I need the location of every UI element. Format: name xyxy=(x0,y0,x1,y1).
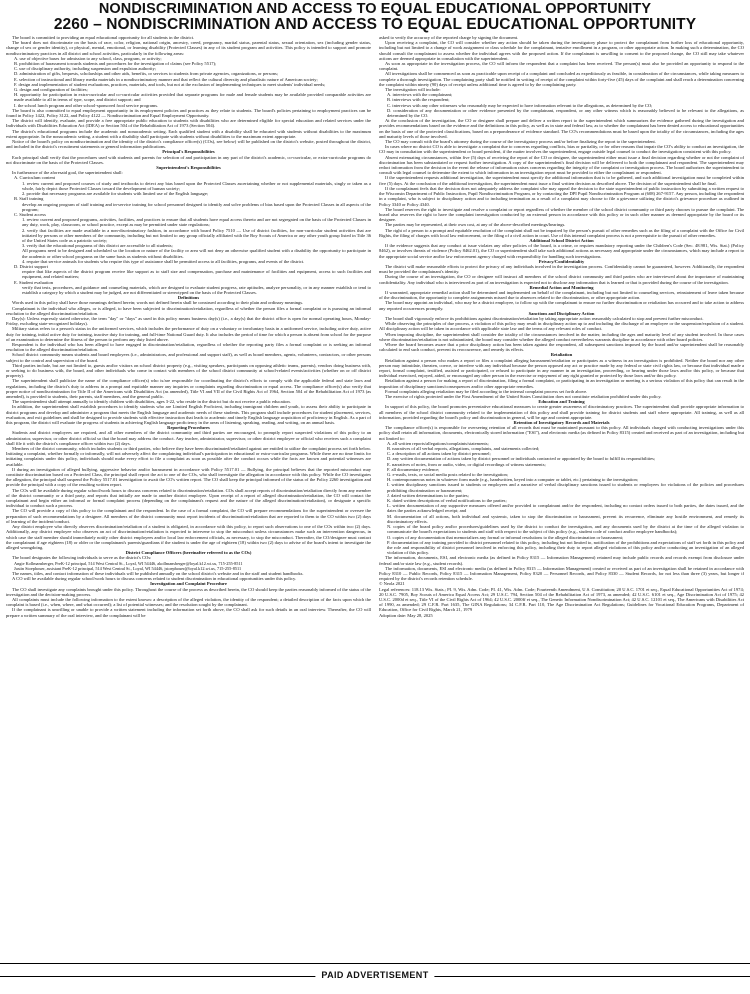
paragraph: asked to verify the accuracy of the reported charge by signing the document. xyxy=(379,35,519,40)
list-item: O. copies of any documentation that memorializes any formal or informal resolutions to the alleged discrimination or harassment; xyxy=(387,534,624,540)
list-item: I. written disciplinary sanctions issued to students or employees and a narrative of verbal disciplinary sanctions issued to students or employees for violations of the policies and procedures prohibiting discrimination or harassment; xyxy=(387,482,744,493)
paragraph: Students and district employees are required, and all other members of the district community and third parties are encouraged, to promptly report suspected violations of this policy to an administrator, supervisor, or other district official so that the board may address the conduct. Any teacher, administrator, supervisor, or other district employee or official who receives such a complaint shall file it with the district's compliance officer within two (2) days. xyxy=(6,430,371,446)
section-heading: Investigation and Complaint Procedure xyxy=(150,581,227,587)
paragraph: When imposing discipline, the superintendent shall consider the totality of the circumstances involved in the matter, including the ages and maturity level of any student involved. In those cases where discrimination/retaliation is not substantiated, the board may consider whether the alleged conduct nevertheless warrants discipline in accordance with other board policies. xyxy=(379,331,744,342)
section-heading: Retention of Investigatory Records and Materials xyxy=(513,420,610,426)
list-item: G. design and configuration of facilities; xyxy=(14,87,88,93)
paragraph: In furtherance of the aforesaid goal, the superintendent shall: xyxy=(12,170,123,176)
list-item: Justin Stoephouer, assistant PreK-12 principal, 514 West Central St., Loyal, WI 54446, jstoephouer@loyal.k12.wi.us, 715-255-8511 xyxy=(14,565,242,571)
paragraph: The district's educational programs include the academic and nonacademic setting. Each qualified student with a disability shall be educated with students without disabilities to the maximum extent appropriate. In the nonacademic setting, a student with a disability shall participate with students without disabilities to the maximum extent appropriate. xyxy=(6,128,371,139)
list-item: P. documentation of any training provided to district personnel related to this policy, including but not limited to, notification of the prohibitions and expectations of staff set forth in this policy and the role and responsibility of district personnel involved in enforcing this policy, including their duty to report alleged violations of this policy and/or conducting an investigation of an alleged violation of this policy. xyxy=(387,539,744,556)
list-item: C. a description of all actions taken by district personnel; xyxy=(387,451,491,457)
list-item: H. opportunity for participation in extra-curricular and co-curricular activities provided that separate programs for male and female students may be available provided comparable activities are made available to all in terms of type, scope, and district support; and xyxy=(14,92,371,103)
paragraph: The superintendent shall publicize the name of the compliance officer(s) who is/are responsible for coordinating the district's efforts to comply with the applicable federal and state laws and regulations, including the district's duty to address in a prompt and equitable manner any inquiries or complaints regarding discrimination or equal access. The compliance officer(s) also verify that proper notice of nondiscrimination for Title II of the Americans with Disabilities Act (as amended), Title VI and VII of the Civil Rights Act of 1964, Section 504 of the Rehabilitation Act of 1973 (as amended), is provided to students, their parents, staff members, and the general public. xyxy=(6,378,371,400)
paragraph: Formal complaints alleging retaliation may be filed according to the internal complaint process set forth above. xyxy=(385,388,588,394)
list-item: verify that tests, procedures, and guidance and counseling materials, which are designed to evaluate student progress, rate aptitudes, analyze personality, or in any manner establish or tend to establish a category by which a student may be judged, are not differentiated or stereotyped on the basis of the Protected Classes. xyxy=(22,284,371,295)
list-item: G. e-mails, texts, or social media posts related to the investigation; xyxy=(387,472,509,478)
section-heading: Definitions xyxy=(177,295,200,301)
list-item: I. the school lunch program and other school-sponsored food service programs. xyxy=(14,102,159,108)
paragraph: The compliance officer(s) is responsible for overseeing retention of all records that must be maintained pursuant to this policy. All individuals charged with conducting investigations under this policy shall retain all information, documents, electronically stored information ("ESI"), and electronic media (as defined in Policy 8315) created and received as part of an investigation, including but not limited to: xyxy=(379,425,744,441)
list-item: D. administration of gifts, bequests, scholarships and other aids, benefits, or services to students from private agencies, organizations, or persons; xyxy=(14,71,279,77)
list-item: E. selection of instructional and library media materials in a nondiscriminatory manner and that reflect the cultural diversity and pluralistic nature of American society; xyxy=(14,76,318,82)
section-heading: Sanctions and Disciplinary Action xyxy=(528,310,595,316)
list-item: B. prohibition of harassment towards students and procedures for the investigation of claims (see Policy 5517); xyxy=(14,61,217,67)
list-item: 2. verify that facilities are made available in a non-discriminatory fashion, in accordance with board Policy 7510 — Use of district facilities, for non-curricular student activities that are initiated by persons or other members of the community, including but not limited to any group officially affiliated with the Boy Scouts of America or any other youth group listed in Title 36 of the United States code as a patriotic society; xyxy=(22,227,371,243)
list-item: A. all written reports/allegations/complaints/statements; xyxy=(387,440,489,446)
list-item: N. copies of the board policy and/or procedures/guidelines used by the district to conduct the investigation, and any documents used by the district at the time of the alleged violation to communicate the board's expectations to students and staff with respect to the subject of this policy (e.g., student code of conduct and/or employee handbooks); xyxy=(387,524,744,535)
list-item: F. all documentary evidence; xyxy=(387,466,440,472)
paragraph: The board shall vigorously enforce its prohibitions against discrimination/retaliation by taking appropriate action reasonably calculated to stop and prevent further misconduct. xyxy=(385,315,704,321)
list-item: All programs need to be designed and scheduled so the location or nature of the facility or area will not deny an otherwise qualified student with a disability the opportunity to participate in the academic or other school programs on the same basis as students without disabilities. xyxy=(22,248,371,259)
section-heading: Superintendent's Responsibilities xyxy=(156,165,221,171)
paragraph: The exercise of rights protected under the First Amendment of the United States Constitution does not constitute retaliation prohibited under this policy. xyxy=(385,394,662,400)
list-item: M. documentation of all actions, both individual and systemic, taken to stop the discrimination or harassment, prevent its recurrence, eliminate any hostile environment, and remedy its discriminatory effects. xyxy=(387,513,744,524)
paragraph: The CO will provide a copy of this policy to the complainant and the respondent. In the case of a formal complaint, the CO will prepare recommendations for the superintendent or oversee the preparation of such recommendations by a designee. All members of the district community must report incidents of discrimination/retaliation that are reported to them to the CO within two (2) days of learning of the incident/conduct. xyxy=(6,508,371,524)
paragraph: Adoption date: May 28, 2025 xyxy=(379,612,433,618)
paragraph: At the conclusion of the investigation, the CO or designee shall prepare and deliver a written report to the superintendent which summarizes the evidence gathered during the investigation and provides recommendations based on the evidence and the definitions in this policy, as well as in state and federal law, as to whether the complainant has been denied access to educational opportunities on the basis of one of the protected classifications, based on a preponderance of evidence standard. The CO's recommendations must be based upon the totality of the circumstances, including the ages and maturity levels of those involved. xyxy=(379,118,744,139)
list-item: 1. review current and proposed courses of study and textbooks to detect any bias based upon the Protected Classes ascertaining whether or not supplemental materials, singly or taken as a whole, fairly depict those Protected Classes toward the development of human society; xyxy=(22,180,371,191)
paragraph: The board is also committed to equal employment opportunity in its employment policies and practices as they relate to students. The board's policies pertaining to employment practices can be found in Policy 1422, Policy 3122, and Policy 4122 — Nondiscrimination and Equal Employment Opportunity. xyxy=(6,107,371,119)
section-heading: Principal's Responsibilities xyxy=(162,149,215,155)
paragraph: © Neola 2021 xyxy=(379,581,405,587)
paragraph: The information, documents, ESI and electronic media (as defined in Policy 8315 — Information Management) created or received as part of an investigation shall be retained in accordance with Policy 8310 — Public Records, Policy 8315 — Information Management, Policy 8320 — Personnel Records, and Policy 8330 — Student Records, for not less than three (3) years, but longer if required by the district's records retention schedule. xyxy=(379,565,744,582)
paragraph: The CO may consult with the board's attorney during the course of the investigatory process and/or before finalizing the report to the superintendent. xyxy=(385,139,656,145)
list-item: C. interviews with any other witnesses who reasonably may be expected to have information relevant to the allegations, as determined by the CO; xyxy=(387,102,653,108)
paragraph: Respondent is the individual who has been alleged to have engaged in discrimination/retaliation, regardless of whether the reporting party files a formal complaint or is seeking an informal resolution to the alleged discrimination/retaliation. xyxy=(6,341,371,353)
section-heading: Privacy/Confidentiality xyxy=(538,258,585,264)
paragraph: Military status refers to a person's status in the uniformed services, which includes the performance of duty on a voluntary or involuntary basis in a uniformed service, including active duty, active duty for training, initial active duty for training, inactive duty for training, and full-time National Guard duty. It also includes the period of time for which a person is absent from school for the purpose of an examination to determine the fitness of the person to perform any duty listed above. xyxy=(6,326,371,342)
paragraph: The district will identify, evaluate, and provide a free appropriate public education to students with disabilities who are determined eligible for special education and related services under the Individuals with Disabilities Education Act (IDEA) or Section 504 of the Rehabilitation Act of 1973 (Section 504). xyxy=(6,118,371,129)
paragraph: If the complainant is unwilling or unable to provide a written statement including the information set forth above, the CO shall ask for such details in an oral interview. Thereafter, the CO will prepare a written summary of the oral interview, and the complainant will be xyxy=(6,607,371,618)
section-heading: Retaliation xyxy=(550,352,573,358)
list-item: develop an ongoing program of staff training and in-service training for school personnel designed to identify and solve problems of bias based upon the Protected Classes in all aspects of the program; xyxy=(22,201,371,212)
title-line-2: 2260 – NONDISCRIMINATION AND ACCESS TO EQUAL EDUCATIONAL OPPORTUNITY xyxy=(53,16,697,33)
list-item: B. narratives of all verbal reports, allegations, complaints, and statements collected; xyxy=(387,446,540,452)
paragraph: If the evidence suggests that any conduct at issue violates any other policies of the board, is a crime, or requires mandatory reporting under the Children's Code (Sec. 48.981, Wis. Stat.) (Policy 8462), or involves threats of violence (Policy 8462.01), the CO or superintendent shall take such additional actions as necessary and appropriate under the circumstances, which may include a report to the appropriate social service and/or law enforcement agency charged with responsibility for handling such investigations. xyxy=(379,243,744,259)
list-item: L. written documentation of any supportive measures offered and/or provided to complainant and/or the respondent, including no contact orders issued to both parties, the dates issued, and the dates the parties acknowledged receipt; and xyxy=(387,503,744,514)
paragraph: The COs will be available during regular school/work hours to discuss concerns related to discrimination/retaliation. COs shall accept reports of discrimination/retaliation directly from any member of the district community or a third party, and reports that initially are made to another district employee. Upon receipt of a report of alleged discrimination/retaliation, the CO will contact the complainant and begin either an informal or formal complaint process (depending on the complainant's request and the nature of the alleged discrimination/retaliation), or designate a specific individual to conduct such a process. xyxy=(6,487,371,509)
section-heading: Remedial Action and Monitoring xyxy=(529,284,594,290)
right-column xyxy=(379,35,744,981)
list-item: H. contemporaneous notes in whatever form made (e.g., handwritten, keyed into a computer or tablet, etc.) pertaining to the investigation; xyxy=(387,477,639,483)
paragraph: The right of a person to a prompt and equitable resolution of the complaint shall not be impaired by the person's pursuit of other remedies such as the filing of a complaint with the Office for Civil Rights, the filing of charges with local law enforcement, or the filing of a civil action in court. Use of this internal complaint process is not a prerequisite to the pursuit of other remedies. xyxy=(379,227,744,238)
paragraph: Legal references: 118.13 Wis. Stats.; PI. 9, Wis. Adm. Code; PI. 41, Wis. Adm. Code; Fourteenth Amendment, U.S. Constitution; 20 U.S.C. 1701 et seq., Equal Educational Opportunities Act of 1974; 20 U.S.C. 7905, Boy Scouts of America Equal Access Act; 29 U.S.C. 794, Section 504 of the Rehabilitation Act of 1973, as amended; 42 U.S.C. 6101 et seq., Age Discrimination Act of 1975; 42 U.S.C. 2000d et seq., Title VI of the Civil Rights Act of 1964; 42 U.S.C. 2000ff et seq., The Genetic Information Nondiscrimination Act; 42 U.S.C. 12101 et seq., The Americans with Disabilities Act of 1990, as amended; 29 C.F.R. Part 1635, The GINA Regulations; 34 C.F.R. Part 110, The Age Discrimination Act Regulations; Guidelines for Vocational Education Programs, Department of Education, Office for Civil Rights, March 21, 1979 xyxy=(379,586,744,613)
paragraph: Retaliation against a person who makes a report or files a complaint alleging harassment/retaliation or participates as a witness in an investigation is prohibited. Neither the board nor any other person may intimidate, threaten, coerce, or interfere with any individual because the person opposed any act or practice made by any federal or state civil rights law, or because that individual made a report, formal complaint, testified, assisted or participated, or refused to participate in any manner in an investigation, proceeding, or hearing under those laws and/or this policy, or because that individual exercised, enjoyed, aided, or encouraged any other person in the exercise or enjoyment of any right granted or protected by those laws and/or this policy. xyxy=(379,357,744,379)
paragraph: Notice of the board's policy on nondiscrimination and the identity of the district's compliance officer(s) (COs), see below) will be published on the district's website, posted throughout the district, and included in the district's recruitment statements or general information publications. xyxy=(6,139,371,150)
list-item: C. Student access xyxy=(14,211,46,217)
list-item: D. District support xyxy=(14,263,48,269)
paragraph: If warranted, appropriate remedial action shall be determined and implemented on behalf of the complainant, including but not limited to counseling services, reinstatement of leave taken because of the discrimination, the opportunity to complete assignments missed due to absences related to the discrimination, or other appropriate action. xyxy=(379,289,744,301)
footer xyxy=(0,963,750,994)
list-item: Angie Kollmansberger, PreK-12 principal, 514 West Central St., Loyal, WI 54446, akollmansberger@loyal.k12.wi.us, 715-255-8511 xyxy=(14,560,243,566)
paragraph: Upon receiving a complaint, the CO will consider whether any action should be taken during the investigatory phase to protect the complainant from further loss of educational opportunity, including but not limited to a change of work assignment or class schedule for the complainant, tentative enrollment in a program, or other appropriate action. In making such a determination, the CO should consult the complainant to assess whether the individual agrees with the proposed action. If the complainant is unwilling to consent to the proposed change, the CO still may take whatever actions are deemed appropriate in consultation with the superintendent. xyxy=(379,40,744,61)
paragraph: Day(s): Unless expressly stated otherwise, the term "day" or "days" as used in this policy means business day(s) (i.e., a day(s) that the district office is open for normal operating hours, Monday-Friday, excluding state-recognized holidays). xyxy=(6,315,371,327)
list-item: A. interviews with the complainant; xyxy=(387,92,453,98)
paragraph: The board does not discriminate on the basis of race, color, religion, national origin, ancestry, creed, pregnancy, marital status, parental status, sexual orientation, sex (including gender status, change of sex or gender identity), or physical, mental, emotional, or learning disability (Protected Classes) in any of its student program and activities. This policy is intended to support and promote nondiscriminatory practices in all district and school activities, particularly in the following areas: xyxy=(6,40,371,56)
paragraph: Words used in this policy shall have those meanings defined herein; words not defined herein shall be construed according to their plain and ordinary meanings. xyxy=(12,300,304,306)
title-line-1: NONDISCRIMINATION AND ACCESS TO EQUAL EDUCATIONAL OPPORTUNITY xyxy=(98,1,652,17)
body-columns xyxy=(6,35,744,981)
paragraph: The CO shall investigate any complaints brought under this policy. Throughout the course of the process as described herein, the CO should keep the parties reasonably informed of the status of the investigation and the decision-making process. xyxy=(6,586,371,597)
section-heading: District Compliance Officers (hereinafter referred to as the COs) xyxy=(125,550,252,556)
paragraph: In addition, the superintendent shall establish procedures to identify students who are Limited English Proficient, including immigrant children and youth, to assess their ability to participate in district programs and develop and administer a program that meets the English language and academic needs of these students. This program shall include procedures for student placement, services, evaluation, and exit guidelines and shall be designed to provide students with effective instruction that leads to academic and timely English language acquisition of proficiency in English. As a part of this program, the district will evaluate the progress of students in achieving English language proficiency in the areas of listening, speaking, reading, and writing, on an annual basis. xyxy=(6,404,371,426)
paragraph: In support of this policy, the board promotes preventative educational measures to create greater awareness of discriminatory practices. The superintendent shall provide appropriate information to all members of the school district community related to the implementation of this policy and shall provide training for district students and staff where appropriate. All training, as well as all information, provided regarding the board's policy and discrimination in general, will be age and content appropriate. xyxy=(379,404,744,420)
paragraph: The board designates the following individuals to serve as the district's COs: xyxy=(12,555,152,561)
list-item: D. consideration of any documentation or other evidence presented by the complainant, respondent, or any other witness which is reasonably believed to be relevant to the allegations, as determined by the CO. xyxy=(387,107,744,119)
paragraph: The district will make reasonable efforts to protect the privacy of any individuals involved in the investigation process. Confidentiality cannot be guaranteed, however. Additionally, the respondent must be provided the complainant's identity. xyxy=(379,263,744,275)
list-item: F. design and implementation of student evaluations, practices, materials, and tools, but not at the exclusion of implementing techniques to meet students' individual needs; xyxy=(14,81,326,87)
list-item: require that like aspects of the district program receive like support as to staff size and compensation, purchase and maintenance of facilities and equipment, access to such facilities and equipment, and related matters; xyxy=(22,269,371,280)
left-column xyxy=(6,35,371,981)
paragraph: Any district employee who directly observes discrimination/retaliation of a student is obligated, in accordance with this policy, to report such observations to one of the COs within two (2) days. Additionally, any district employee who observes an act of discrimination/retaliation is expected to intervene to stop the misconduct unless circumstances make such an intervention dangerous, in which case the staff member should immediately notify other district employees and/or local law enforcement officials, as necessary, to stop the misconduct. Thereafter, the CO/designee must contact the complainant if age eighteen (18) or older or the complainant's parents/guardians if the student is under the age of eighteen (18) within two (2) days to advise of the board's intent to investigate the alleged wrongdoing. xyxy=(6,524,371,550)
paragraph: Where the board becomes aware that a prior disciplinary action has been taken against the respondent, all subsequent sanctions imposed by the board and/or superintendent shall be reasonably calculated to end such conduct, prevent its reoccurrence, and remedy its effects. xyxy=(379,341,744,353)
paragraph: The board reserves the right to investigate and resolve a complaint or report regardless of whether the member of the school district community or third party chooses to pursue the complaint. The board also reserves the right to have the complaint investigation conducted by an external person in accordance with this policy or in such other manner as deemed appropriate by the board or its designee. xyxy=(379,206,744,223)
paragraph: A CO will be available during regular school/work hours to discuss concerns related to student discrimination in educational opportunities under this policy. xyxy=(12,576,297,582)
paragraph: If during an investigation of alleged bullying, aggressive behavior and/or harassment in accordance with Policy 5517.01 — Bullying, the principal believes that the reported misconduct may constitute discrimination based on a Protected Class, the principal shall report the act to one of the COs, who shall investigate the allegation in accordance with this policy. While the CO investigates the allegation, the principal shall suspend the Policy 5517.01 investigation to await the CO's written report. The CO shall keep the principal informed of the status of the Policy 2260 investigation and provide the principal with a copy of the resulting written report. xyxy=(6,466,371,488)
list-item: J. dated written determinations to the parties; xyxy=(387,492,469,498)
paragraph: Third parties include, but are not limited to, guests and/or visitors on school district property (e.g., visiting speakers, participants on opposing athletic teams, parents), vendors doing business with, or seeking to do business with, the board, and other individuals who come in contact with members of the school district community at school-related events/activities (whether on or off district property). xyxy=(6,362,371,379)
paragraph: Members of the district community, which includes students or third parties, who believe they have been discriminated/retaliated against are entitled to utilize the complaint process set forth below. Initiating a complaint, whether formally or informally, will not adversely affect the complaining individual's participation in educational or extra-curricular programs. While there are no time limits for initiating complaints under this policy, individuals should make every effort to file a complaint as soon as possible after the conduct occurs while the facts are known and potential witnesses are available. xyxy=(6,446,371,467)
list-item: 1. review current and proposed programs, activities, facilities, and practices to ensure that all students have equal access thereto and are not segregated on the basis of the Protected Classes in any duty, work, play, classroom, or school practice, except as may be permitted under state regulations; xyxy=(22,217,371,228)
paragraph: All complaints must include the following information to the extent known: a description of the alleged violation, the identity of the respondent; a detailed description of the facts upon which the complaint is based (i.e., when, where, and what occurred); a list of potential witnesses; and the resolution sought by the complainant. xyxy=(6,596,371,608)
paragraph: The investigation will include: xyxy=(385,87,441,93)
paragraph: Absent extenuating circumstances, within five (5) days of receiving the report of the CO or designee, the superintendent either must issue a final decision regarding whether or not the complaint of discrimination has been substantiated or request further investigation. A copy of the superintendent's final decision will be delivered to both the complainant and respondent. The superintendent may redact information from the decision in the event the release of information raises concerns regarding the integrity of the complaint or investigation process. The board authorizes the superintendent to consult with legal counsel to determine the extent to which information in an investigation report must be provided to either the complainant or respondent. xyxy=(379,154,744,176)
paragraph: The parties may be represented, at their own cost, at any of the above-described meetings/hearings. xyxy=(385,222,566,228)
paragraph: The board may appoint an individual, who may be a district employee, to follow up with the complainant to ensure no further discrimination or retaliation has occurred and to take action to address any reported occurrences promptly. xyxy=(379,300,744,311)
paragraph: The board is committed to providing an equal educational opportunity for all students in the district. xyxy=(12,35,195,40)
paragraph: During the course of an investigation, the CO or designee will instruct all members of the school district community and third parties who are interviewed about the importance of maintaining confidentiality. Any individual who is interviewed as part of an investigation is expected not to disclose any information that is learned or that is provided during the course of the investigation. xyxy=(379,274,744,285)
paragraph: School district community means students and board employees (i.e., administrators, and professional and support staff), as well as board members, agents, volunteers, contractors, or other persons subject to the control and supervision of the board. xyxy=(6,352,371,363)
list-item: 4. require that service animals for students who require this type of assistance shall be permitted access to all facilities, programs, and events of the district. xyxy=(22,258,305,264)
paragraph: As soon as appropriate in the investigation process, the CO will inform the respondent that a complaint has been received. The person(s) must also be provided an opportunity to respond to the complaint. xyxy=(379,61,744,72)
paragraph: Retaliation against a person for making a report of discrimination, filing a formal complaint, or participating in an investigation or meeting is a serious violation of this policy that can result in the imposition of disciplinary sanctions/consequences and/or other appropriate remedies. xyxy=(379,378,744,389)
list-item: B. interviews with the respondent; xyxy=(387,97,450,103)
section-heading: Education and Training xyxy=(538,399,585,405)
paragraph: The names, titles, and contact information of these individuals will be published annually on the school district's website and in the staff and student handbooks. xyxy=(12,570,304,576)
list-item: K. dated written descriptions of verbal notifications to the parties; xyxy=(387,498,507,504)
paragraph: All investigations shall be commenced as soon as practicable upon receipt of a complaint and concluded as expeditiously as feasible, in consideration of the circumstances, while taking measures to complete a thorough investigation. The complaining party shall be notified in writing of receipt of the complaint within forty-five (45) days of the complaint and shall reach a determination concerning the complaint within ninety (90) days of receipt unless additional time is agreed to by the complaining party. xyxy=(379,71,744,87)
list-item: E. narratives of notes, from or audio, video, or digital recordings of witness statements; xyxy=(387,461,546,467)
paragraph: In cases where no district CO is able to investigate a complaint due to concerns regarding conflicts, bias or partiality, or for other reasons that impair the CO's ability to conduct an investigation, the CO may in consultation with the superintendent or board president, if the matter involves the superintendent, engage outside legal counsel to conduct the investigation consistent with this policy. xyxy=(379,144,744,155)
section-heading: Reporting Procedures xyxy=(167,425,210,431)
list-item: 3. verify that the educational programs of this district are accessible to all students; xyxy=(22,243,173,249)
list-item: E. Student evaluation xyxy=(14,279,54,285)
section-heading: Additional School District Action xyxy=(529,237,594,243)
paragraph: Complainant is the individual who alleges, or is alleged, to have been subjected to discrimination/retaliation, regardless of whether the person files a formal complaint or is pursuing an informal resolution to the alleged discrimination/retaliation. xyxy=(6,305,371,316)
paragraph: The superintendent shall attempt annually to identify children with disabilities, ages 3-22, who reside in the district but do not receive a public education. xyxy=(12,399,291,405)
list-item: 2. provide that necessary programs are available for students with limited use of the English language; xyxy=(22,191,209,197)
paragraph: The information, documents, ESI, and electronic media (as defined in Policy 8315 — Information Management) retained may include public records and records exempt from disclosure under federal and/or state law (e.g., student records). xyxy=(379,555,744,566)
paragraph: If the superintendent requests additional investigation, the superintendent must specify the additional information that is to be gathered, and such additional investigation must be completed within five (5) days. At the conclusion of the additional investigation, the superintendent must issue a final written decision as described above. The decision of the superintendent shall be final. xyxy=(379,175,744,186)
paragraph: If the complainant feels that the decision does not adequately address the complaint s/he may appeal the decision to the state superintendent of public instruction by submitting a written request to the Wisconsin Department of Public Instruction, Pupil Nondiscrimination Program, or by contacting the DPI Pupil Nondiscrimination Program at (608) 267-9157. Any person, including the respondent in a complaint, who is subject to disciplinary action and to including termination as a result of a complaint may choose to file a grievance utilizing the district's grievance procedure as outlined in Policy 3340 or Policy 4340. xyxy=(379,185,744,207)
paragraph: While observing the principles of due process, a violation of this policy may result in disciplinary action up to and including the discharge of an employee or the suspension/expulsion of a student. All disciplinary action will be taken in accordance with applicable state law and the terms of any relevant roles of conduct. xyxy=(379,321,744,332)
paragraph: Each principal shall verify that the procedures used with students and parents for selection of and participation in any part of the district's academic, co-curricular, or extra-curricular programs do not discriminate on the basis of the Protected Classes. xyxy=(6,154,371,165)
list-item: A. Curriculum content xyxy=(14,175,56,181)
list-item: D. any written documentation of actions taken by district personnel or individuals contracted or appointed by the board to fulfill its responsibilities; xyxy=(387,456,656,462)
list-item: B. Staff training xyxy=(14,196,44,202)
list-item: A. use of objective bases for admission to any school, class, program, or activity; xyxy=(14,55,162,61)
list-item: C. use of disciplinary authority, including suspension and expulsion authority; xyxy=(14,66,157,72)
paid-advertisement-label: PAID ADVERTISEMENT xyxy=(315,970,434,980)
